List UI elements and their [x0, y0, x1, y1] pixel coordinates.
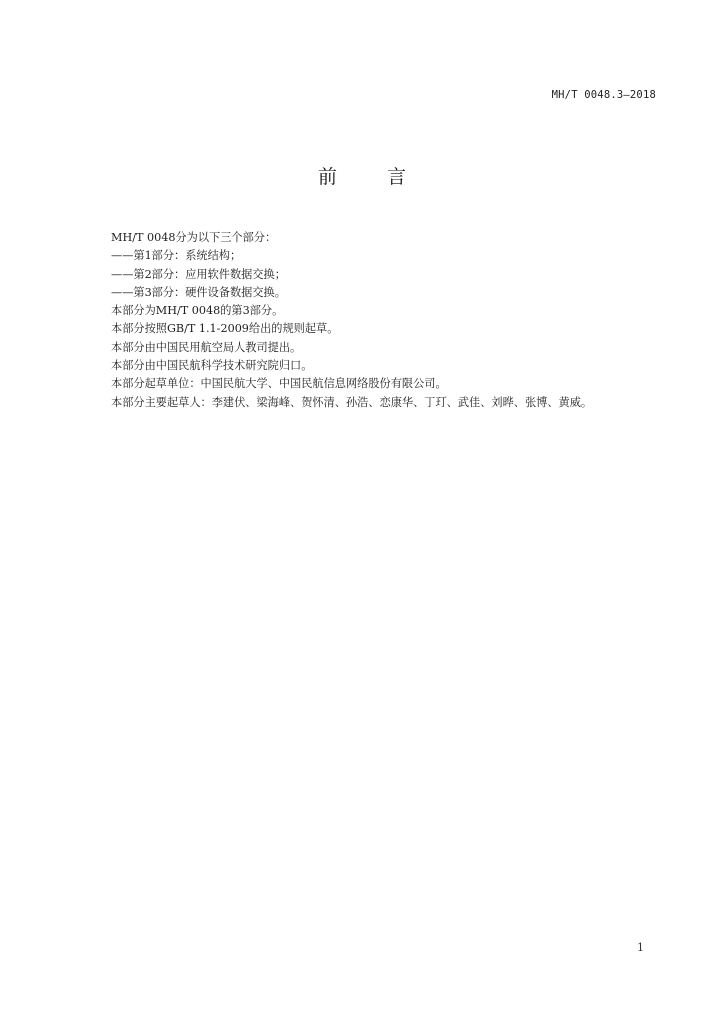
paragraph-drafting-units: 本部分起草单位：中国民航大学、中国民航信息网络股份有限公司。 — [111, 377, 447, 391]
list-item-part-1: ——第1部分：系统结构； — [111, 249, 242, 263]
paragraph-proposed-by: 本部分由中国民用航空局人教司提出。 — [111, 340, 302, 354]
paragraph-under-jurisdiction: 本部分由中国民航科学技术研究院归口。 — [111, 359, 313, 373]
list-item-part-2: ——第2部分：应用软件数据交换； — [111, 267, 286, 281]
document-code-header: MH/T 0048.3—2018 — [551, 89, 656, 101]
paragraph-drafters: 本部分主要起草人：李建伏、梁海峰、贺怀清、孙浩、恋康华、丁玎、武佳、刘晔、张博、黄威。 — [111, 395, 593, 409]
paragraph-parts-intro: MH/T 0048分为以下三个部分： — [111, 231, 277, 244]
paragraph-drafting-rules: 本部分按照GB/T 1.1-2009给出的规则起草。 — [111, 322, 339, 336]
page-number: 1 — [637, 941, 644, 954]
list-item-part-3: ——第3部分：硬件设备数据交换。 — [111, 285, 286, 299]
foreword-body — [111, 229, 671, 412]
paragraph-this-part: 本部分为MH/T 0048的第3部分。 — [111, 304, 284, 318]
page-title: 前 言 — [317, 166, 429, 188]
